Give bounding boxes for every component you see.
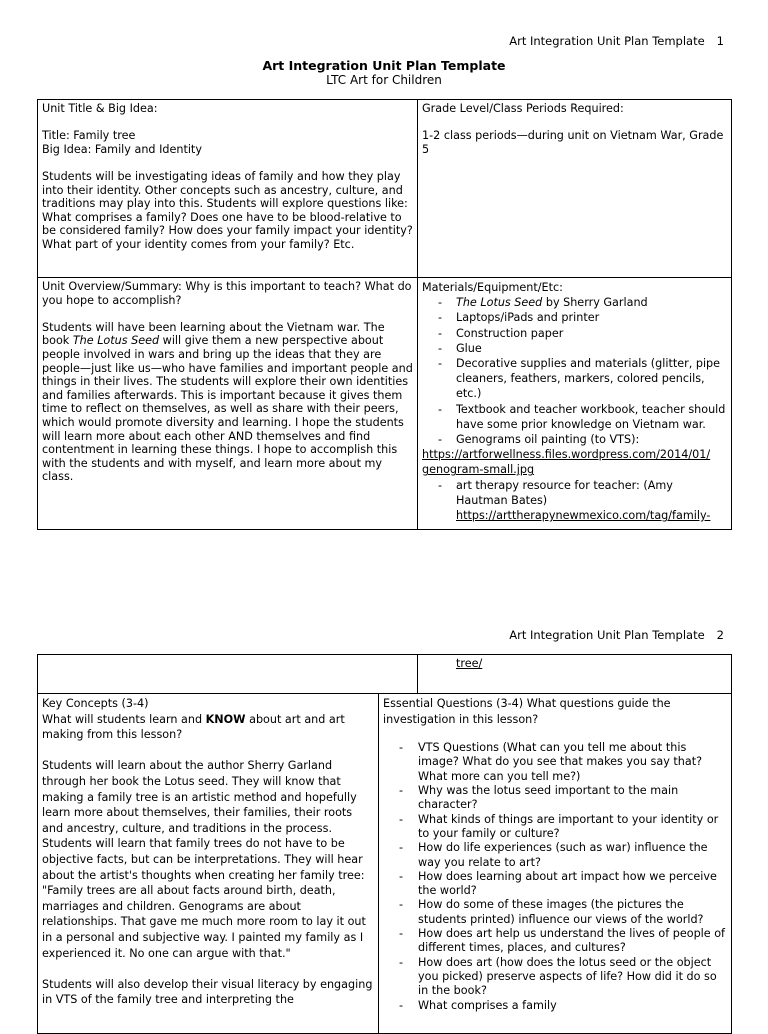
art-therapy-link[interactable]: https://arttherapynewmexico.com/tag/family- xyxy=(456,509,711,523)
key-concepts-cell xyxy=(38,694,379,1034)
list-item: - How does art help us understand the lives of people of different times, places, and cultures? xyxy=(397,927,727,956)
list-item: - Genograms oil painting (to VTS): xyxy=(436,432,727,447)
page-number: 1 xyxy=(716,34,724,48)
document-subtitle: LTC Art for Children xyxy=(326,73,442,87)
resource-list xyxy=(422,478,727,524)
unit-title-cell xyxy=(38,100,418,278)
list-item: - How do life experiences (such as war) influence the way you relate to art? xyxy=(397,841,727,870)
document-title: Art Integration Unit Plan Template xyxy=(262,58,506,73)
unit-overview-label: Unit Overview/Summary: Why is this important to teach? What do you hope to accomplish? xyxy=(42,280,412,307)
unit-overview-cell xyxy=(38,278,418,530)
empty-cell xyxy=(38,655,418,694)
list-item: - Construction paper xyxy=(436,326,727,341)
list-item: - Textbook and teacher workbook, teacher should have some prior knowledge on Vietnam war. xyxy=(436,402,727,432)
list-item: - Decorative supplies and materials (glitter, pipe cleaners, feathers, markers, colored pencils, etc.) xyxy=(436,356,727,402)
essential-questions-cell xyxy=(379,694,732,1034)
key-concepts-question: What will students learn and KNOW about art and art making from this lesson? xyxy=(42,712,345,742)
list-item: - How does art (how does the lotus seed or the object you picked) preserve aspects of life? How did it do so in the book? xyxy=(397,956,727,999)
list-item: - VTS Questions (What can you tell me about this image? What do you see that makes you say that? What more can you tell me?) xyxy=(397,741,727,784)
artist-quote: "Family trees are all about facts around birth, death, marriages and children. Genograms are about relationships. That gave me much more room to lay it out in a personal and subjective way. I painted my family as I experienced it. No one can argue with that." xyxy=(42,884,366,960)
materials-label: Materials/Equipment/Etc: xyxy=(422,281,563,294)
page-number: 2 xyxy=(716,628,724,642)
unit-title-label: Unit Title & Big Idea: xyxy=(42,102,158,115)
unit-title-name: Title: Family tree xyxy=(42,129,136,143)
genogram-link[interactable]: https://artforwellness.files.wordpress.com/2014/01/ genogram-small.jpg xyxy=(422,448,711,477)
unit-plan-table-page1 xyxy=(37,99,732,530)
key-concepts-text-2: Students will also develop their visual literacy by engaging in VTS of the family tree and interpreting the xyxy=(42,977,373,1007)
list-item: - What kinds of things are important to your identity or to your family or culture? xyxy=(397,813,727,842)
essential-questions-label: Essential Questions (3-4) What questions guide the investigation in this lesson? xyxy=(383,697,671,726)
list-item: - How does learning about art impact how we perceive the world? xyxy=(397,870,727,899)
page-header xyxy=(509,628,724,642)
page-header xyxy=(509,34,724,48)
list-item: - Glue xyxy=(436,341,727,356)
header-title: Art Integration Unit Plan Template xyxy=(509,34,705,48)
list-item: - art therapy resource for teacher: (Amy Hautman Bates) https://arttherapynewmexico.com/tag/family- xyxy=(436,478,727,524)
materials-list xyxy=(422,295,727,447)
key-concepts-label: Key Concepts (3-4) xyxy=(42,697,149,710)
grade-level-text: 1-2 class periods—during unit on Vietnam War, Grade 5 xyxy=(422,129,724,156)
header-title: Art Integration Unit Plan Template xyxy=(509,628,705,642)
materials-cell xyxy=(418,278,732,530)
key-concepts-text: Students will learn about the author Sherry Garland through her book the Lotus seed. They will know that making a family tree is an artistic method and hopefully learn more about themselves, their families, their roots and ancestry, culture, and traditions in the process. Students will learn that family trees do not have to be objective facts, but can be interpretations. They will hear about the artist's thoughts when creating her family tree: xyxy=(42,759,365,882)
continuation-table xyxy=(37,654,732,694)
art-therapy-link-continued[interactable]: tree/ xyxy=(456,657,483,670)
list-item: - How do some of these images (the pictures the students printed) influence our views of the world? xyxy=(397,898,727,927)
unit-plan-table-page2 xyxy=(37,693,732,1034)
big-idea: Big Idea: Family and Identity xyxy=(42,142,202,156)
list-item: - Laptops/iPads and printer xyxy=(436,310,727,325)
unit-title-description: Students will be investigating ideas of family and how they play into their identity. Other concepts such as ancestry, culture, and traditions may play into this. Students will explore questions like: What comprises a family? Does one have to be blood-relative to be considered family? How does your family impact your identity? What part of your identity comes from your family? Etc. xyxy=(42,169,413,251)
grade-level-label: Grade Level/Class Periods Required: xyxy=(422,102,624,115)
list-item: - Why was the lotus seed important to the main character? xyxy=(397,784,727,813)
essential-questions-list xyxy=(383,741,727,1013)
list-item: - What comprises a family xyxy=(397,999,727,1013)
unit-overview-text: Students will have been learning about the Vietnam war. The book The Lotus Seed will give them a new perspective about people involved in wars and bring up the ideas that they are people—just like us—who have families and important people and things in their lives. The students will explore their own identities and families afterwards. This is important because it gives them time to reflect on themselves, as well as share with their peers, which would promote diversity and learning. I hope the students will learn more about each other AND themselves and find contentment in learning these things. I hope to accomplish this with the students and with myself, and learn more about my class. xyxy=(42,320,413,484)
book-title: The Lotus Seed xyxy=(72,334,160,348)
grade-level-cell xyxy=(418,100,732,278)
list-item: - The Lotus Seed by Sherry Garland xyxy=(436,295,727,310)
continued-link-cell xyxy=(418,655,732,694)
